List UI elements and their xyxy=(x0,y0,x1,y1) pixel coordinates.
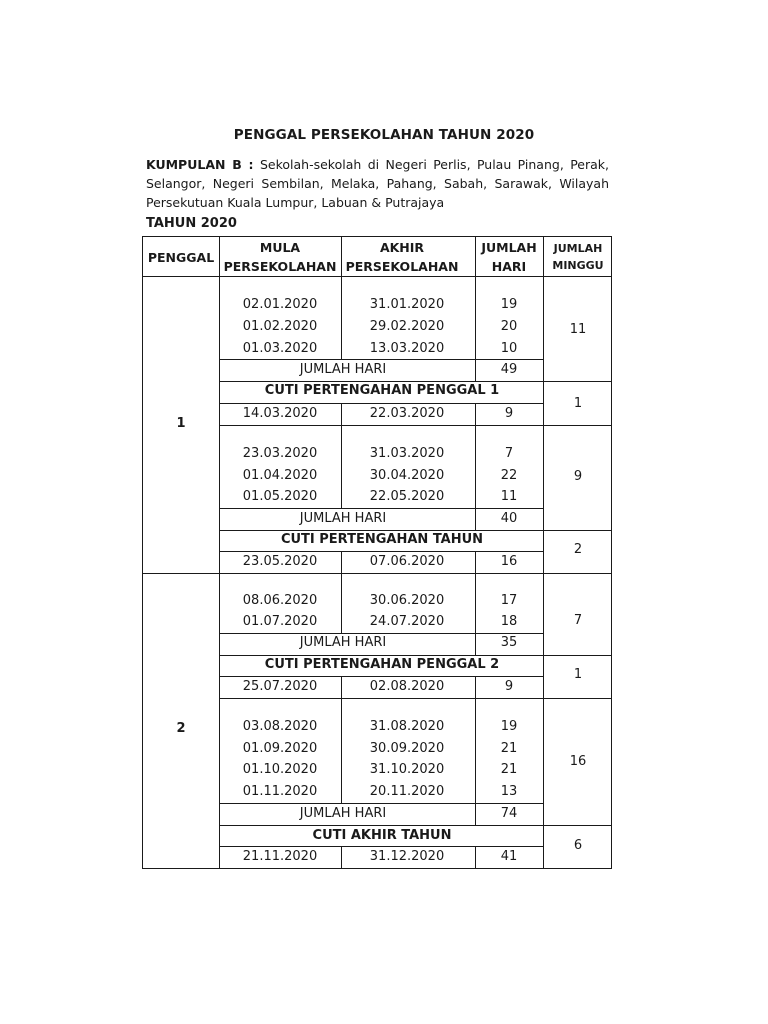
day-count: 9 xyxy=(504,679,514,694)
end-date: 31.10.2020 xyxy=(369,762,445,777)
column-divider xyxy=(475,236,476,276)
week-count: 1 xyxy=(573,396,583,411)
row-divider xyxy=(219,403,544,404)
column-divider xyxy=(475,425,476,508)
header-minggu-line2: MINGGU xyxy=(552,259,604,272)
end-date: 30.09.2020 xyxy=(369,741,445,756)
day-count: 41 xyxy=(500,849,518,864)
table-border xyxy=(611,236,612,869)
break-heading: CUTI PERTENGAHAN TAHUN xyxy=(280,532,484,547)
day-count: 19 xyxy=(500,297,518,312)
column-divider xyxy=(475,403,476,425)
header-mula xyxy=(224,238,337,276)
header-mula-line2: PERSEKOLAHAN xyxy=(223,259,337,274)
week-count: 11 xyxy=(569,322,587,337)
header-mula-line1: MULA xyxy=(259,240,301,255)
term-number: 2 xyxy=(176,721,186,736)
end-date: 22.05.2020 xyxy=(369,489,445,504)
start-date: 01.05.2020 xyxy=(242,489,318,504)
end-date: 07.06.2020 xyxy=(369,554,445,569)
table-border xyxy=(142,236,612,237)
jumlah-hari-total: 49 xyxy=(500,362,518,377)
row-divider xyxy=(219,530,612,531)
row-divider xyxy=(219,698,612,699)
jumlah-hari-label: JUMLAH HARI xyxy=(299,362,387,377)
break-heading: CUTI AKHIR TAHUN xyxy=(312,828,452,843)
day-count: 13 xyxy=(500,784,518,799)
day-count: 16 xyxy=(500,554,518,569)
start-date: 01.03.2020 xyxy=(242,341,318,356)
column-divider xyxy=(475,359,476,381)
break-heading: CUTI PERTENGAHAN PENGGAL 1 xyxy=(264,383,500,398)
end-date: 31.08.2020 xyxy=(369,719,445,734)
column-divider xyxy=(475,803,476,825)
column-divider xyxy=(341,276,342,359)
group-label: KUMPULAN B : xyxy=(146,157,254,172)
year-heading: TAHUN 2020 xyxy=(146,216,237,231)
jumlah-hari-label: JUMLAH HARI xyxy=(299,806,387,821)
header-akhir xyxy=(346,238,459,276)
document-title: PENGGAL PERSEKOLAHAN TAHUN 2020 xyxy=(233,127,535,143)
column-divider xyxy=(475,846,476,868)
jumlah-hari-total: 35 xyxy=(500,635,518,650)
column-divider xyxy=(341,846,342,868)
jumlah-hari-total: 40 xyxy=(500,511,518,526)
end-date: 13.03.2020 xyxy=(369,341,445,356)
column-divider xyxy=(475,633,476,655)
end-date: 29.02.2020 xyxy=(369,319,445,334)
column-divider xyxy=(475,551,476,573)
day-count: 9 xyxy=(504,406,514,421)
header-akhir-line1: AKHIR xyxy=(379,240,425,255)
day-count: 21 xyxy=(500,741,518,756)
week-count: 7 xyxy=(573,613,583,628)
start-date: 03.08.2020 xyxy=(242,719,318,734)
row-divider xyxy=(219,846,544,847)
break-heading: CUTI PERTENGAHAN PENGGAL 2 xyxy=(264,657,500,672)
column-divider xyxy=(341,236,342,276)
column-divider xyxy=(475,573,476,633)
header-jumlah-minggu xyxy=(552,240,603,274)
end-date: 31.01.2020 xyxy=(369,297,445,312)
header-jumlah-hari xyxy=(481,238,536,276)
end-date: 30.04.2020 xyxy=(369,468,445,483)
day-count: 19 xyxy=(500,719,518,734)
header-akhir-line2: PERSEKOLAHAN xyxy=(345,259,459,274)
start-date: 08.06.2020 xyxy=(242,593,318,608)
group-description xyxy=(146,155,609,212)
end-date: 22.03.2020 xyxy=(369,406,445,421)
column-divider xyxy=(475,698,476,803)
term-number: 1 xyxy=(176,416,186,431)
column-divider xyxy=(475,508,476,530)
column-divider xyxy=(341,425,342,508)
start-date: 25.07.2020 xyxy=(242,679,318,694)
column-divider xyxy=(219,236,220,869)
row-divider xyxy=(219,633,544,634)
start-date: 01.09.2020 xyxy=(242,741,318,756)
row-divider xyxy=(219,551,544,552)
header-hari-line1: JUMLAH xyxy=(481,240,537,255)
column-divider xyxy=(341,403,342,425)
day-count: 20 xyxy=(500,319,518,334)
row-divider xyxy=(219,803,544,804)
row-divider xyxy=(219,508,544,509)
start-date: 01.07.2020 xyxy=(242,614,318,629)
week-count: 16 xyxy=(569,754,587,769)
table-border xyxy=(142,236,143,869)
column-divider xyxy=(341,676,342,698)
header-hari-line2: HARI xyxy=(491,259,527,274)
end-date: 20.11.2020 xyxy=(369,784,445,799)
week-count: 2 xyxy=(573,542,583,557)
column-divider xyxy=(543,236,544,869)
week-count: 6 xyxy=(573,838,583,853)
row-divider xyxy=(219,381,612,382)
start-date: 01.02.2020 xyxy=(242,319,318,334)
row-divider xyxy=(142,276,612,277)
jumlah-hari-total: 74 xyxy=(500,806,518,821)
day-count: 10 xyxy=(500,341,518,356)
jumlah-hari-label: JUMLAH HARI xyxy=(299,635,387,650)
start-date: 02.01.2020 xyxy=(242,297,318,312)
start-date: 14.03.2020 xyxy=(242,406,318,421)
end-date: 31.12.2020 xyxy=(369,849,445,864)
end-date: 02.08.2020 xyxy=(369,679,445,694)
row-divider xyxy=(219,676,544,677)
column-divider xyxy=(475,276,476,359)
start-date: 23.05.2020 xyxy=(242,554,318,569)
row-divider xyxy=(219,359,544,360)
school-term-table xyxy=(142,236,612,869)
end-date: 31.03.2020 xyxy=(369,446,445,461)
week-count: 1 xyxy=(573,667,583,682)
day-count: 11 xyxy=(500,489,518,504)
jumlah-hari-label: JUMLAH HARI xyxy=(299,511,387,526)
group-text: Sekolah-sekolah di Negeri Perlis, Pulau Pinang, Perak, Selangor, Negeri Sembilan, Melaka, Pahang, Sabah, Sarawak, Wilayah Persekutuan Kuala Lumpur, Labuan & Putrajaya xyxy=(146,157,609,210)
day-count: 22 xyxy=(500,468,518,483)
start-date: 01.04.2020 xyxy=(242,468,318,483)
header-minggu-line1: JUMLAH xyxy=(553,242,603,255)
row-divider xyxy=(219,825,612,826)
row-divider xyxy=(219,425,612,426)
column-divider xyxy=(341,551,342,573)
day-count: 7 xyxy=(504,446,514,461)
start-date: 01.11.2020 xyxy=(242,784,318,799)
start-date: 01.10.2020 xyxy=(242,762,318,777)
day-count: 21 xyxy=(500,762,518,777)
day-count: 17 xyxy=(500,593,518,608)
row-divider xyxy=(142,573,612,574)
week-count: 9 xyxy=(573,469,583,484)
row-divider xyxy=(219,655,612,656)
end-date: 30.06.2020 xyxy=(369,593,445,608)
start-date: 21.11.2020 xyxy=(242,849,318,864)
table-border xyxy=(142,868,612,869)
end-date: 24.07.2020 xyxy=(369,614,445,629)
column-divider xyxy=(341,573,342,633)
header-penggal: PENGGAL xyxy=(147,250,215,265)
column-divider xyxy=(475,676,476,698)
day-count: 18 xyxy=(500,614,518,629)
column-divider xyxy=(341,698,342,803)
start-date: 23.03.2020 xyxy=(242,446,318,461)
